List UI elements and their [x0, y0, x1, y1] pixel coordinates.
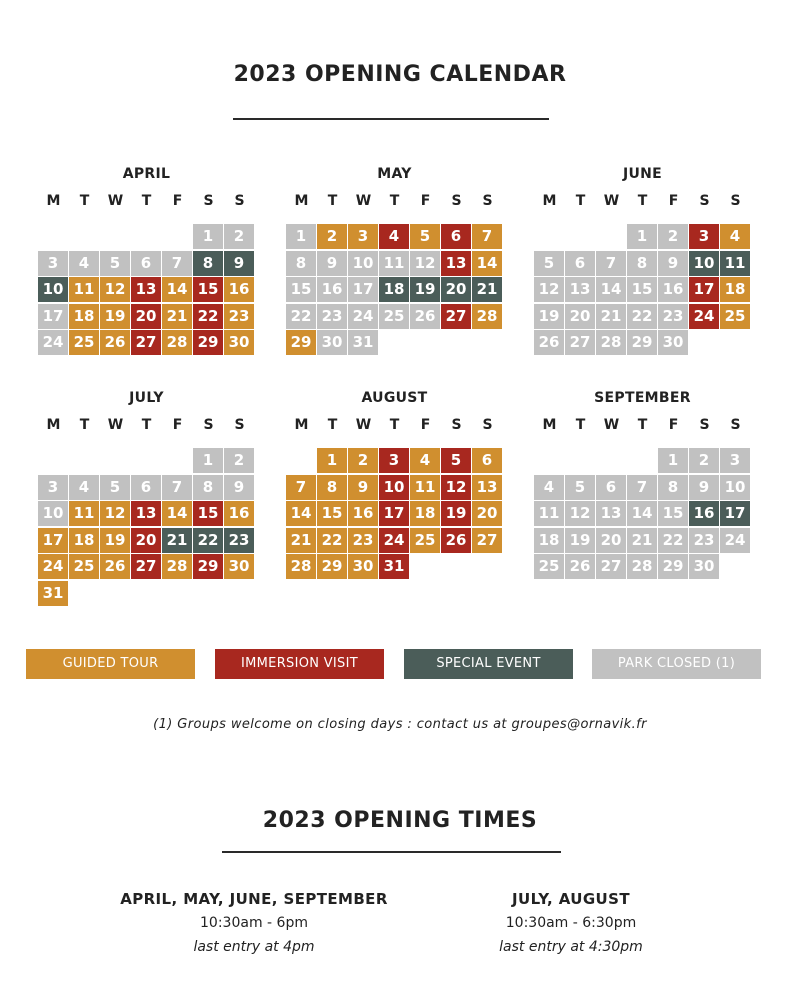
day-cell: 1 [317, 448, 347, 473]
day-cell: 4 [69, 475, 99, 500]
day-cell: 20 [565, 304, 595, 329]
weekday-header: T [389, 417, 400, 433]
day-cell: 27 [131, 554, 161, 579]
day-cell: 6 [596, 475, 626, 500]
day-cell: 18 [410, 501, 440, 526]
times-spring-september [84, 887, 424, 959]
day-cell: 30 [224, 554, 254, 579]
day-cell: 10 [720, 475, 750, 500]
day-cell: 11 [410, 475, 440, 500]
weekday-header: T [141, 193, 152, 209]
day-cell: 5 [565, 475, 595, 500]
day-cell: 20 [131, 528, 161, 553]
day-cell: 29 [286, 330, 316, 355]
day-cell: 10 [348, 251, 378, 276]
day-cell: 14 [472, 251, 502, 276]
month-name: MAY [377, 166, 412, 182]
day-cell: 30 [658, 330, 688, 355]
day-cell: 19 [565, 528, 595, 553]
day-cell: 15 [658, 501, 688, 526]
legend-label: IMMERSION VISIT [241, 656, 358, 671]
weekday-header: M [46, 417, 61, 433]
weekday-header: F [420, 417, 431, 433]
day-cell: 9 [658, 251, 688, 276]
weekday-header: S [482, 417, 493, 433]
day-cell: 15 [286, 277, 316, 302]
day-cell: 23 [689, 528, 719, 553]
day-cell: 5 [100, 251, 130, 276]
day-cell: 22 [627, 304, 657, 329]
day-cell: 11 [69, 277, 99, 302]
day-cell: 26 [100, 330, 130, 355]
weekday-header: T [575, 417, 586, 433]
day-cell: 3 [379, 448, 409, 473]
day-cell: 5 [100, 475, 130, 500]
day-cell: 16 [348, 501, 378, 526]
day-cell: 2 [689, 448, 719, 473]
weekday-header: W [603, 193, 620, 209]
day-cell: 2 [658, 224, 688, 249]
day-cell: 29 [193, 554, 223, 579]
month-name: SEPTEMBER [594, 390, 691, 406]
day-cell: 21 [627, 528, 657, 553]
day-cell: 30 [317, 330, 347, 355]
day-cell: 25 [410, 528, 440, 553]
weekday-header: M [542, 417, 557, 433]
day-cell: 27 [565, 330, 595, 355]
day-cell: 25 [69, 330, 99, 355]
day-cell: 28 [472, 304, 502, 329]
day-cell: 14 [162, 277, 192, 302]
weekday-header: T [141, 417, 152, 433]
weekday-header: S [234, 193, 245, 209]
legend-label: GUIDED TOUR [62, 656, 159, 671]
day-cell: 12 [534, 277, 564, 302]
day-cell: 7 [286, 475, 316, 500]
day-cell: 24 [379, 528, 409, 553]
day-cell: 5 [534, 251, 564, 276]
weekday-header: S [730, 417, 741, 433]
weekday-header: W [107, 417, 124, 433]
month-name: JUNE [622, 166, 663, 182]
weekday-header: S [730, 193, 741, 209]
day-cell: 6 [565, 251, 595, 276]
weekday-header: M [294, 417, 309, 433]
day-cell: 7 [627, 475, 657, 500]
day-cell: 5 [410, 224, 440, 249]
day-cell: 13 [131, 277, 161, 302]
weekday-header: T [637, 193, 648, 209]
day-cell: 23 [224, 528, 254, 553]
weekday-header: T [79, 417, 90, 433]
day-cell: 4 [720, 224, 750, 249]
legend-label: PARK CLOSED (1) [617, 656, 736, 671]
weekday-header: F [172, 417, 183, 433]
day-cell: 30 [348, 554, 378, 579]
day-cell: 7 [596, 251, 626, 276]
day-cell: 23 [317, 304, 347, 329]
weekday-header: T [79, 193, 90, 209]
day-cell: 1 [286, 224, 316, 249]
day-cell: 8 [627, 251, 657, 276]
day-cell: 15 [193, 501, 223, 526]
day-cell: 4 [379, 224, 409, 249]
weekday-header: S [203, 193, 214, 209]
day-cell: 28 [596, 330, 626, 355]
day-cell: 30 [689, 554, 719, 579]
day-cell: 19 [441, 501, 471, 526]
day-cell: 10 [38, 501, 68, 526]
times-months: JULY, AUGUST [512, 890, 630, 908]
day-cell: 21 [286, 528, 316, 553]
day-cell: 1 [193, 448, 223, 473]
day-cell: 18 [720, 277, 750, 302]
day-cell: 25 [534, 554, 564, 579]
day-cell: 10 [38, 277, 68, 302]
day-cell: 8 [193, 251, 223, 276]
day-cell: 26 [534, 330, 564, 355]
weekday-header: W [603, 417, 620, 433]
day-cell: 18 [69, 528, 99, 553]
day-cell: 19 [100, 304, 130, 329]
day-cell: 9 [689, 475, 719, 500]
weekday-header: F [668, 417, 679, 433]
day-cell: 17 [689, 277, 719, 302]
day-cell: 9 [224, 475, 254, 500]
weekday-header: W [107, 193, 124, 209]
day-cell: 21 [596, 304, 626, 329]
day-cell: 23 [348, 528, 378, 553]
day-cell: 10 [379, 475, 409, 500]
calendar-title: 2023 OPENING CALENDAR [233, 62, 567, 87]
weekday-header: T [327, 193, 338, 209]
day-cell: 31 [38, 581, 68, 606]
day-cell: 12 [100, 501, 130, 526]
day-cell: 24 [38, 554, 68, 579]
weekday-header: F [668, 193, 679, 209]
day-cell: 12 [100, 277, 130, 302]
day-cell: 1 [193, 224, 223, 249]
day-cell: 3 [348, 224, 378, 249]
day-cell: 1 [658, 448, 688, 473]
day-cell: 22 [193, 528, 223, 553]
weekday-header: M [46, 193, 61, 209]
day-cell: 12 [565, 501, 595, 526]
legend-park-closed [592, 649, 761, 679]
times-hours: 10:30am - 6pm [200, 915, 308, 931]
legend-guided-tour [26, 649, 195, 679]
day-cell: 6 [131, 475, 161, 500]
day-cell: 11 [534, 501, 564, 526]
day-cell: 1 [627, 224, 657, 249]
times-july-august [401, 887, 741, 959]
month-name: AUGUST [361, 390, 428, 406]
day-cell: 24 [720, 528, 750, 553]
day-cell: 3 [38, 475, 68, 500]
weekday-header: S [234, 417, 245, 433]
day-cell: 7 [472, 224, 502, 249]
day-cell: 17 [38, 304, 68, 329]
day-cell: 27 [441, 304, 471, 329]
day-cell: 4 [69, 251, 99, 276]
day-cell: 14 [162, 501, 192, 526]
day-cell: 16 [689, 501, 719, 526]
day-cell: 13 [131, 501, 161, 526]
day-cell: 3 [720, 448, 750, 473]
weekday-header: S [203, 417, 214, 433]
day-cell: 21 [162, 304, 192, 329]
day-cell: 22 [286, 304, 316, 329]
day-cell: 30 [224, 330, 254, 355]
day-cell: 23 [658, 304, 688, 329]
times-months: APRIL, MAY, JUNE, SEPTEMBER [120, 890, 388, 908]
day-cell: 4 [534, 475, 564, 500]
day-cell: 20 [441, 277, 471, 302]
day-cell: 22 [658, 528, 688, 553]
day-cell: 29 [193, 330, 223, 355]
day-cell: 18 [379, 277, 409, 302]
times-underline [222, 851, 561, 853]
day-cell: 22 [193, 304, 223, 329]
day-cell: 22 [317, 528, 347, 553]
day-cell: 28 [627, 554, 657, 579]
day-cell: 20 [131, 304, 161, 329]
day-cell: 29 [317, 554, 347, 579]
day-cell: 2 [348, 448, 378, 473]
day-cell: 17 [720, 501, 750, 526]
day-cell: 19 [100, 528, 130, 553]
day-cell: 31 [379, 554, 409, 579]
day-cell: 13 [565, 277, 595, 302]
day-cell: 9 [224, 251, 254, 276]
day-cell: 21 [472, 277, 502, 302]
day-cell: 5 [441, 448, 471, 473]
weekday-header: F [420, 193, 431, 209]
legend-special-event [404, 649, 573, 679]
weekday-header: T [389, 193, 400, 209]
day-cell: 23 [224, 304, 254, 329]
weekday-header: S [482, 193, 493, 209]
legend-label: SPECIAL EVENT [436, 656, 541, 671]
day-cell: 26 [410, 304, 440, 329]
day-cell: 25 [69, 554, 99, 579]
day-cell: 12 [410, 251, 440, 276]
day-cell: 25 [379, 304, 409, 329]
day-cell: 20 [596, 528, 626, 553]
day-cell: 9 [348, 475, 378, 500]
day-cell: 24 [38, 330, 68, 355]
weekday-header: M [542, 193, 557, 209]
day-cell: 25 [720, 304, 750, 329]
day-cell: 16 [224, 501, 254, 526]
day-cell: 7 [162, 251, 192, 276]
day-cell: 10 [689, 251, 719, 276]
day-cell: 13 [472, 475, 502, 500]
day-cell: 8 [286, 251, 316, 276]
day-cell: 15 [193, 277, 223, 302]
day-cell: 17 [38, 528, 68, 553]
month-name: JULY [129, 390, 164, 406]
weekday-header: W [355, 193, 372, 209]
day-cell: 26 [100, 554, 130, 579]
day-cell: 13 [596, 501, 626, 526]
weekday-header: S [451, 193, 462, 209]
day-cell: 19 [534, 304, 564, 329]
weekday-header: S [699, 417, 710, 433]
day-cell: 28 [162, 554, 192, 579]
month-name: APRIL [122, 166, 171, 182]
legend-immersion-visit [215, 649, 384, 679]
times-last-entry: last entry at 4pm [193, 939, 315, 955]
day-cell: 14 [286, 501, 316, 526]
weekday-header: S [451, 417, 462, 433]
day-cell: 18 [534, 528, 564, 553]
day-cell: 3 [38, 251, 68, 276]
day-cell: 24 [348, 304, 378, 329]
weekday-header: T [327, 417, 338, 433]
day-cell: 2 [224, 224, 254, 249]
day-cell: 16 [317, 277, 347, 302]
day-cell: 31 [348, 330, 378, 355]
times-title: 2023 OPENING TIMES [262, 808, 538, 833]
title-underline [233, 118, 549, 120]
day-cell: 2 [224, 448, 254, 473]
day-cell: 28 [286, 554, 316, 579]
weekday-header: M [294, 193, 309, 209]
day-cell: 27 [596, 554, 626, 579]
day-cell: 7 [162, 475, 192, 500]
day-cell: 14 [596, 277, 626, 302]
day-cell: 20 [472, 501, 502, 526]
weekday-header: T [637, 417, 648, 433]
times-hours: 10:30am - 6:30pm [505, 915, 637, 931]
day-cell: 6 [472, 448, 502, 473]
day-cell: 14 [627, 501, 657, 526]
day-cell: 8 [193, 475, 223, 500]
weekday-header: F [172, 193, 183, 209]
day-cell: 13 [441, 251, 471, 276]
day-cell: 26 [441, 528, 471, 553]
day-cell: 4 [410, 448, 440, 473]
day-cell: 29 [658, 554, 688, 579]
day-cell: 18 [69, 304, 99, 329]
day-cell: 2 [317, 224, 347, 249]
day-cell: 3 [689, 224, 719, 249]
day-cell: 9 [317, 251, 347, 276]
day-cell: 8 [658, 475, 688, 500]
day-cell: 27 [131, 330, 161, 355]
day-cell: 15 [317, 501, 347, 526]
day-cell: 6 [441, 224, 471, 249]
day-cell: 11 [69, 501, 99, 526]
day-cell: 12 [441, 475, 471, 500]
weekday-header: S [699, 193, 710, 209]
day-cell: 26 [565, 554, 595, 579]
day-cell: 17 [379, 501, 409, 526]
day-cell: 16 [224, 277, 254, 302]
day-cell: 16 [658, 277, 688, 302]
day-cell: 21 [162, 528, 192, 553]
day-cell: 28 [162, 330, 192, 355]
weekday-header: T [575, 193, 586, 209]
day-cell: 24 [689, 304, 719, 329]
day-cell: 15 [627, 277, 657, 302]
day-cell: 11 [720, 251, 750, 276]
day-cell: 6 [131, 251, 161, 276]
closing-days-note: (1) Groups welcome on closing days : contact us at groupes@ornavik.fr [153, 717, 647, 732]
times-last-entry: last entry at 4:30pm [499, 939, 643, 955]
day-cell: 29 [627, 330, 657, 355]
day-cell: 11 [379, 251, 409, 276]
day-cell: 8 [317, 475, 347, 500]
weekday-header: W [355, 417, 372, 433]
day-cell: 27 [472, 528, 502, 553]
day-cell: 19 [410, 277, 440, 302]
day-cell: 17 [348, 277, 378, 302]
